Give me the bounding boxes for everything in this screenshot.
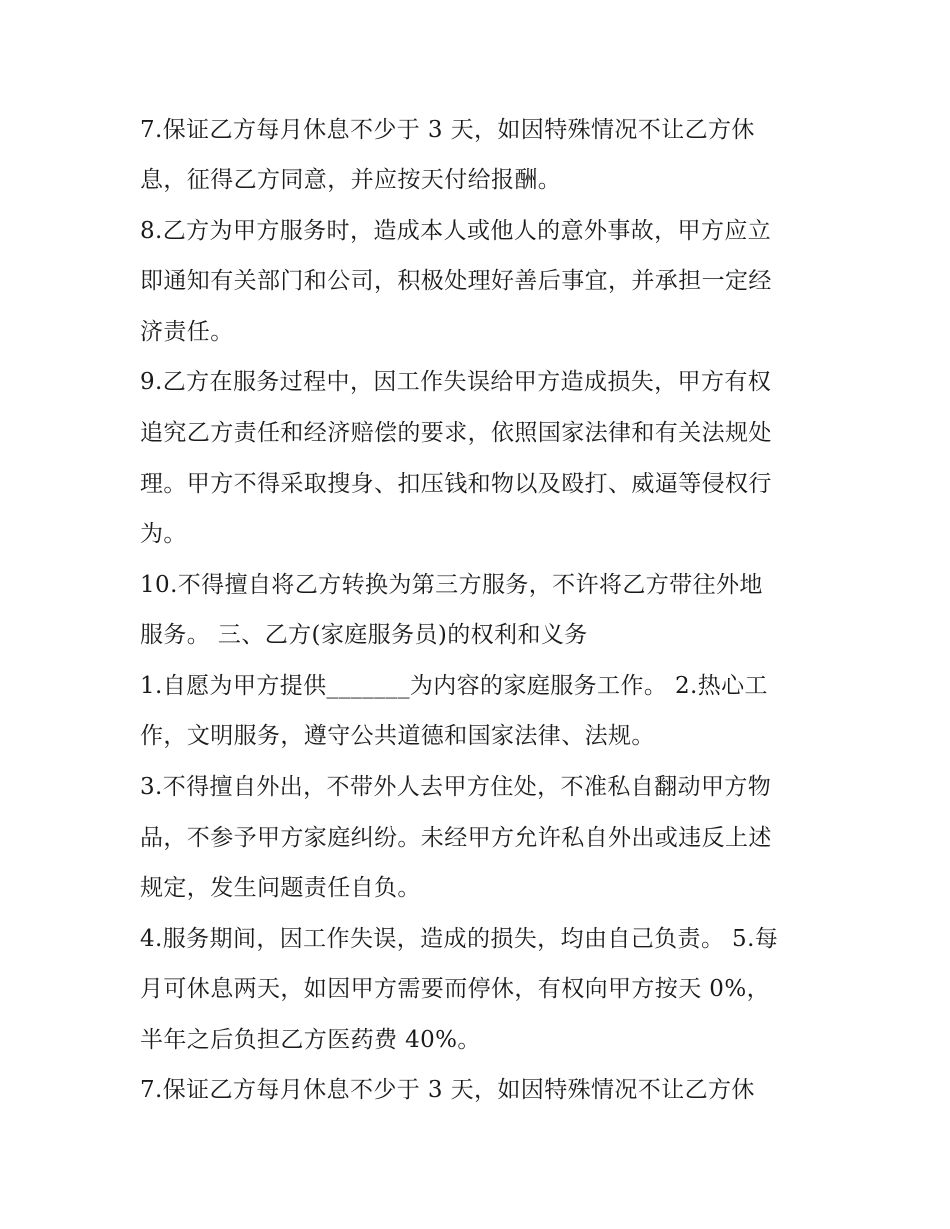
text-line: 4.服务期间，因工作失误，造成的损失，均由自己负责。 5.每 xyxy=(140,926,779,952)
text-line: 理。甲方不得采取搜身、扣压钱和物以及殴打、威逼等侵权行 xyxy=(140,471,772,497)
text-line: 半年之后负担乙方医药费 40%。 xyxy=(140,1027,481,1053)
text-line: 品，不参予甲方家庭纠纷。未经甲方允许私自外出或违反上述 xyxy=(140,825,772,851)
text-line: 月可休息两天，如因甲方需要而停休，有权向甲方按天 0%， xyxy=(140,976,770,1002)
text-line: 作，文明服务，遵守公共道德和国家法律、法规。 xyxy=(140,723,655,749)
text-line: 为。 xyxy=(140,521,187,547)
text-line: 9.乙方在服务过程中，因工作失误给甲方造成损失，甲方有权 xyxy=(140,369,772,395)
text-line: 息，征得乙方同意，并应按天付给报酬。 xyxy=(140,167,562,193)
text-line: 3.不得擅自外出，不带外人去甲方住处，不准私自翻动甲方物 xyxy=(140,774,772,800)
text-line: 10.不得擅自将乙方转换为第三方服务，不许将乙方带往外地 xyxy=(140,572,763,598)
text-line: 规定，发生问题责任自负。 xyxy=(140,875,421,901)
text-line: 服务。 三、乙方(家庭服务员)的权利和义务 xyxy=(140,622,588,648)
text-line: 济责任。 xyxy=(140,319,234,345)
text-line: 1.自愿为甲方提供_______为内容的家庭服务工作。 2.热心工 xyxy=(140,673,768,699)
text-line: 8.乙方为甲方服务时，造成本人或他人的意外事故，甲方应立 xyxy=(140,218,772,244)
text-line: 7.保证乙方每月休息不少于 3 天，如因特殊情况不让乙方休 xyxy=(140,117,755,143)
text-line: 追究乙方责任和经济赔偿的要求，依照国家法律和有关法规处 xyxy=(140,420,772,446)
text-line: 7.保证乙方每月休息不少于 3 天，如因特殊情况不让乙方休 xyxy=(140,1077,755,1103)
text-line: 即通知有关部门和公司，积极处理好善后事宜，并承担一定经 xyxy=(140,268,772,294)
